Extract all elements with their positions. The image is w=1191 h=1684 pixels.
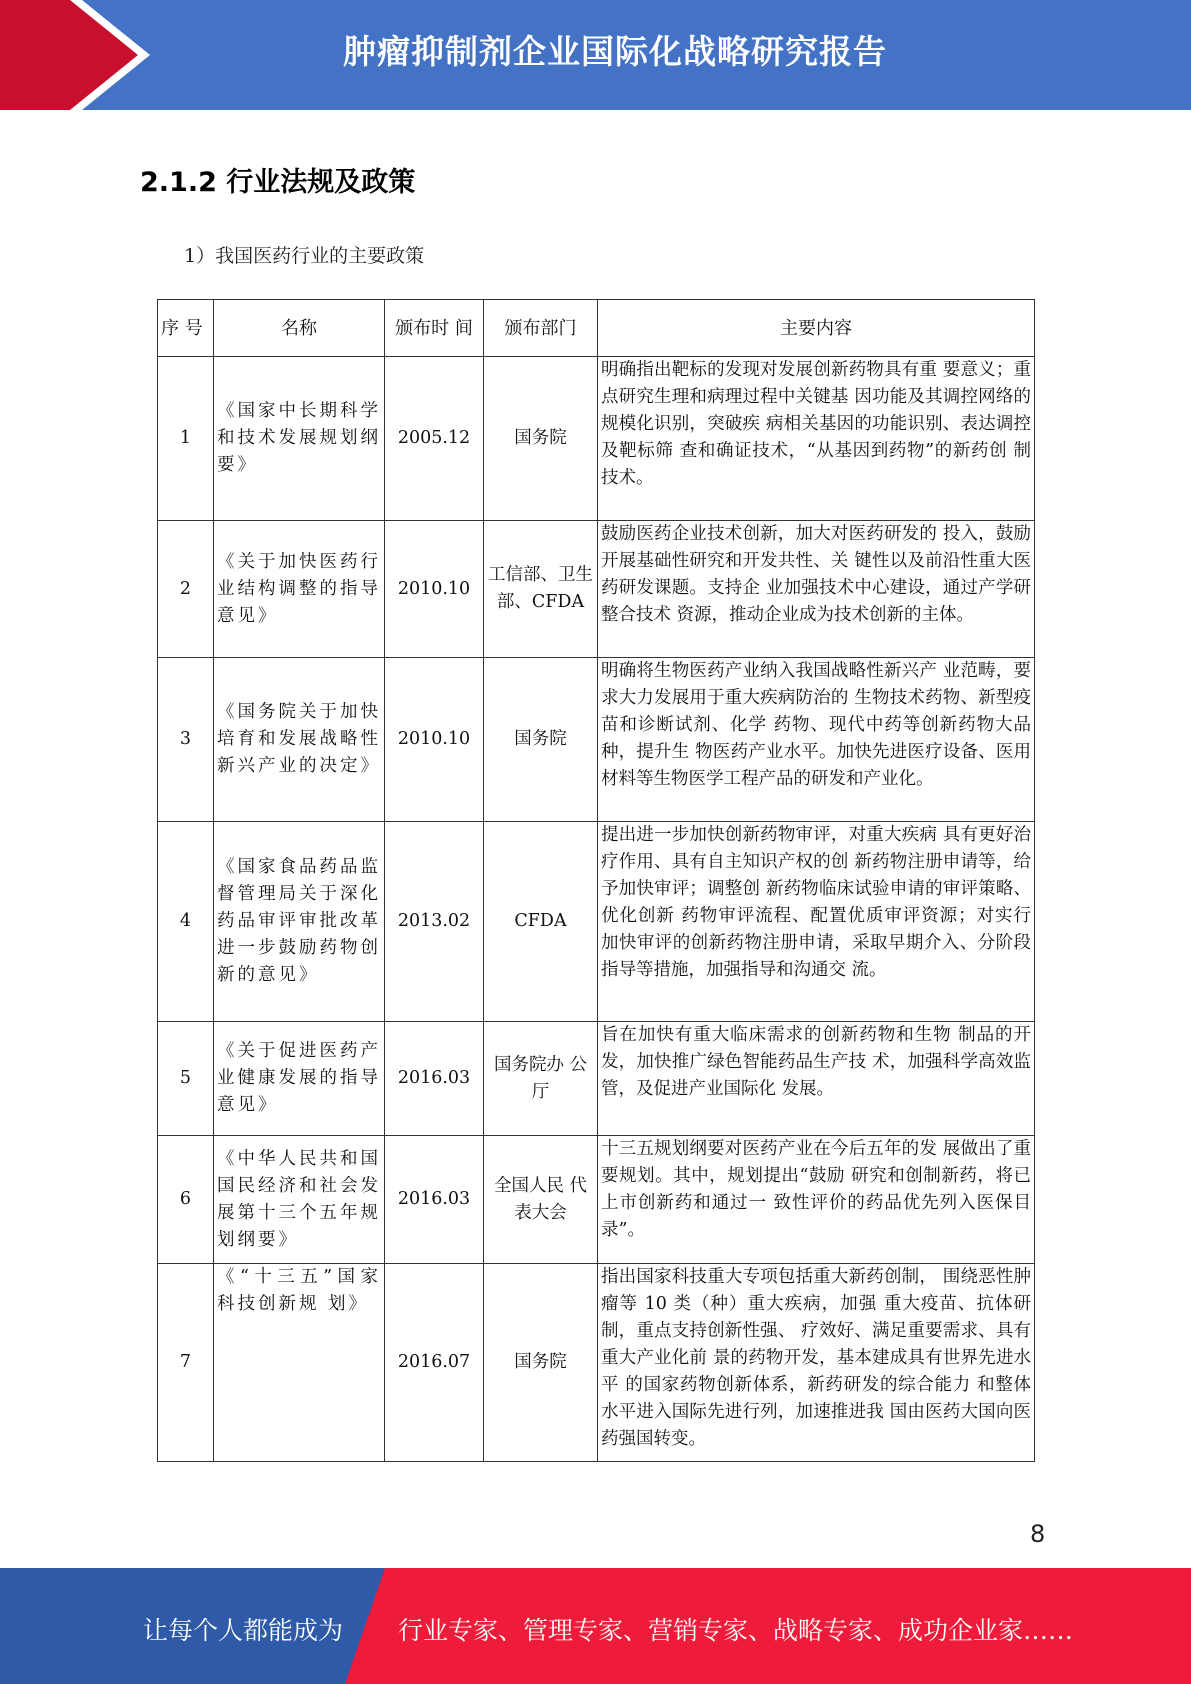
section-heading: 2.1.2 行业法规及政策 (140, 167, 416, 198)
row-content: 鼓励医药企业技术创新，加大对医药研发的 投入，鼓励开展基础性研究和开发共性、关 键性以及前沿性重大医药研发课题。支持企 业加强技术中心建设，通过产学研整合技术 资源，推动企业成为技术创新的主体。 (598, 521, 1035, 658)
header-dept: 颁布部门 (484, 300, 598, 357)
row-name: 《中华人民共和国国民经济和社会发展第十三个五年规划纲要》 (214, 1136, 385, 1264)
header-date: 颁布时 间 (385, 300, 484, 357)
row-num: 7 (158, 1264, 214, 1462)
row-num: 5 (158, 1022, 214, 1136)
row-date: 2005.12 (385, 357, 484, 521)
page-number: 8 (1030, 1520, 1046, 1548)
header-arrow-decoration (0, 0, 150, 110)
row-name: 《关于促进医药产业健康发展的指导意见》 (214, 1022, 385, 1136)
row-date: 2010.10 (385, 658, 484, 822)
report-title: 肿瘤抑制剂企业国际化战略研究报告 (343, 32, 887, 71)
row-content: 指出国家科技重大专项包括重大新药创制， 围绕恶性肿瘤等 10 类（种）重大疾病，加强 重大疫苗、抗体研制，重点支持创新性强、 疗效好、满足重要需求、具有重大产业化前 景的药物开发，基本建成具有世界先进水平 的国家药物创新体系，新药研发的综合能力 和整体水平进入国际先进行列，加速推进我 国由医药大国向医药强国转变。 (598, 1264, 1035, 1462)
row-dept: 工信部、卫生部、CFDA (484, 521, 598, 658)
row-name: 《关于加快医药行业结构调整的指导意见》 (214, 521, 385, 658)
row-dept: 国务院 (484, 1264, 598, 1462)
table-row (158, 1264, 1035, 1462)
row-content: 明确将生物医药产业纳入我国战略性新兴产 业范畴，要求大力发展用于重大疾病防治的 生物技术药物、新型疫苗和诊断试剂、化学 药物、现代中药等创新药物大品种，提升生 物医药产业水平。加快先进医疗设备、医用 材料等生物医学工程产品的研发和产业化。 (598, 658, 1035, 822)
table-row (158, 822, 1035, 1022)
header-content: 主要内容 (598, 300, 1035, 357)
page-header (0, 0, 1191, 110)
table-header-row (158, 300, 1035, 357)
footer-slogan-tail: 行业专家、管理专家、营销专家、战略专家、成功企业家…… (398, 1616, 1074, 1645)
row-dept: CFDA (484, 822, 598, 1022)
row-content: 旨在加快有重大临床需求的创新药物和生物 制品的开发，加快推广绿色智能药品生产技 术，加强科学高效监管，及促进产业国际化 发展。 (598, 1022, 1035, 1136)
row-dept: 全国人民 代表大会 (484, 1136, 598, 1264)
header-name: 名称 (214, 300, 385, 357)
row-num: 2 (158, 521, 214, 658)
row-name: 《国家食品药品监督管理局关于深化药品审评审批改革进一步鼓励药物创新的意见》 (214, 822, 385, 1022)
row-name: 《“十三五”国家科技创新规 划》 (214, 1264, 385, 1462)
table-row (158, 521, 1035, 658)
table-row (158, 357, 1035, 521)
header-num: 序 号 (158, 300, 214, 357)
row-num: 3 (158, 658, 214, 822)
page-footer (0, 1568, 1191, 1684)
row-date: 2016.07 (385, 1264, 484, 1462)
row-name: 《国务院关于加快培育和发展战略性新兴产业的决定》 (214, 658, 385, 822)
row-num: 1 (158, 357, 214, 521)
policy-table (157, 299, 1035, 1462)
row-name: 《国家中长期科学和技术发展规划纲要》 (214, 357, 385, 521)
row-num: 4 (158, 822, 214, 1022)
row-date: 2013.02 (385, 822, 484, 1022)
row-content: 十三五规划纲要对医药产业在今后五年的发 展做出了重要规划。其中，规划提出“鼓励 研究和创制新药，将已上市创新药和通过一 致性评价的药品优先列入医保目录”。 (598, 1136, 1035, 1264)
section-subheading: 1）我国医药行业的主要政策 (184, 245, 425, 267)
row-dept: 国务院 (484, 658, 598, 822)
row-date: 2010.10 (385, 521, 484, 658)
row-content: 提出进一步加快创新药物审评，对重大疾病 具有更好治疗作用、具有自主知识产权的创 新药物注册申请等，给予加快审评；调整创 新药物临床试验申请的审评策略、优化创新 药物审评流程、配置优质审评资源；对实行 加快审评的创新药物注册申请，采取早期介入、分阶段指导等措施，加强指导和沟通交 流。 (598, 822, 1035, 1022)
row-date: 2016.03 (385, 1022, 484, 1136)
row-date: 2016.03 (385, 1136, 484, 1264)
row-content: 明确指出靶标的发现对发展创新药物具有重 要意义；重点研究生理和病理过程中关键基 因功能及其调控网络的规模化识别，突破疾 病相关基因的功能识别、表达调控及靶标筛 查和确证技术，“从基因到药物”的新药创 制技术。 (598, 357, 1035, 521)
table-row (158, 1136, 1035, 1264)
table-row (158, 658, 1035, 822)
table-row (158, 1022, 1035, 1136)
row-dept: 国务院办 公厅 (484, 1022, 598, 1136)
row-dept: 国务院 (484, 357, 598, 521)
footer-slogan-lead: 让每个人都能成为 (143, 1616, 344, 1645)
row-num: 6 (158, 1136, 214, 1264)
